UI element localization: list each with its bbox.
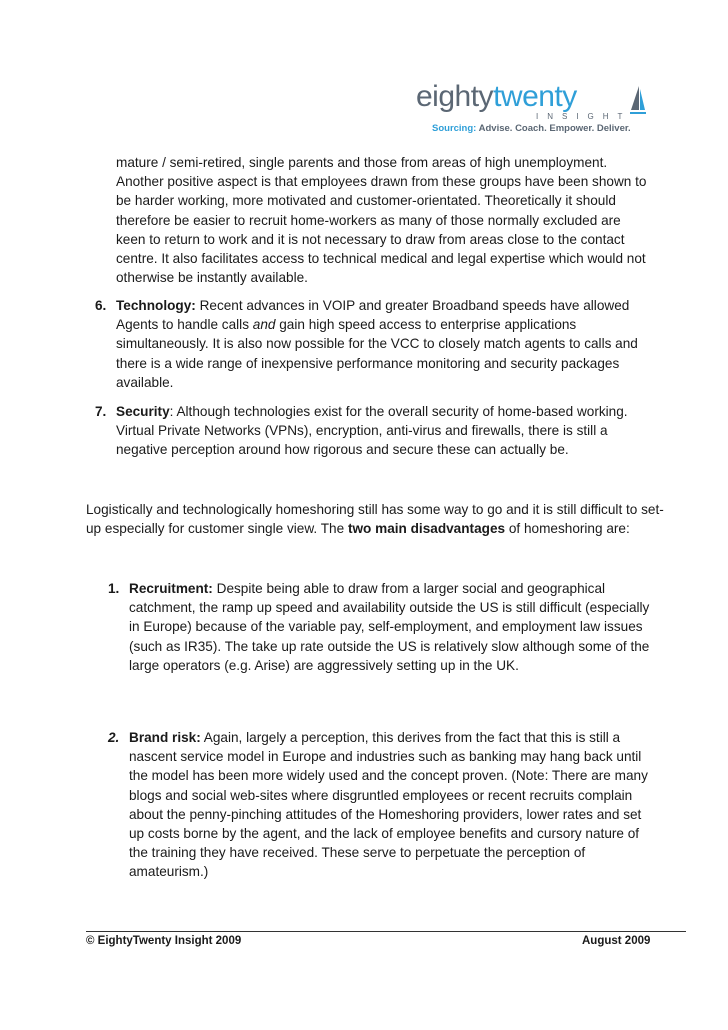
item-number: 6. [95, 298, 107, 313]
item-text: Brand risk: Again, largely a perception, this derives from the fact that this is still a nascent service model in Europe and industries such as banking may hang back until the model has been more widely used and the concept proven. (Note: There are many blogs and social web-sites where disgruntled employees or recent recruits complain about the penny-pinching attitudes of the Homeshoring providers, lower rates and set up costs borne by the agent, and the lack of employee benefits and cursory nature of the training they have received. These serve to perpetuate the perception of amateurism.) [129, 730, 648, 880]
item-number: 2. [108, 730, 120, 745]
logo-insight: INSIGHT [536, 112, 632, 121]
item-title: Technology: [116, 298, 196, 313]
item-title: Brand risk: [129, 730, 201, 745]
item-number: 1. [108, 581, 120, 596]
sail-icon [630, 86, 646, 116]
item-text: Recruitment: Despite being able to draw from a larger social and geographical catchment, the ramp up speed and availability outside the US is still difficult (especially in Europe) because of the variable pay, self-employment, and employment law issues (such as IR35). The take up rate outside the US is relatively slow although some of the large operators (e.g. Arise) are aggressively setting up in the UK. [129, 581, 650, 673]
item-text: Security: Although technologies exist for the overall security of home-based working. Virtual Private Networks (VPNs), encryption, anti-virus and firewalls, there is still a negative perception around how rigorous and secure these can actually be. [116, 404, 628, 458]
item-title: Recruitment: [129, 581, 213, 596]
logo-tagline: Sourcing: Advise. Coach. Empower. Deliver. [432, 123, 631, 134]
company-logo [412, 82, 652, 138]
item-title: Security [116, 404, 170, 419]
logo-wordmark: eightytwenty [416, 80, 577, 113]
disadvantages-intro: Logistically and technologically homeshoring still has some way to go and it is still difficult to set-up especially for customer single view. The two main disadvantages of homeshoring are: [86, 502, 664, 537]
item-text: Technology: Recent advances in VOIP and greater Broadband speeds have allowed Agents to handle calls and gain high speed access to enterprise applications simultaneously. It is also now possible for the VCC to closely match agents to calls and there is a wide range of inexpensive performance monitoring and security packages available. [116, 298, 638, 390]
continuation-paragraph: mature / semi-retired, single parents and those from areas of high unemployment. Another positive aspect is that employees drawn from these groups have been shown to be harder working, more motivated and customer-orientated. Theoretically it should therefore be easier to recruit home-workers as many of those normally excluded are keen to return to work and it is not necessary to draw from areas close to the contact centre. It also facilitates access to technical medical and legal expertise which would not otherwise be instantly available. [116, 155, 647, 286]
footer-date: August 2009 [582, 935, 651, 947]
item-number: 7. [95, 404, 107, 419]
footer-divider [86, 931, 686, 932]
footer-copyright: © EightyTwenty Insight 2009 [86, 935, 242, 947]
